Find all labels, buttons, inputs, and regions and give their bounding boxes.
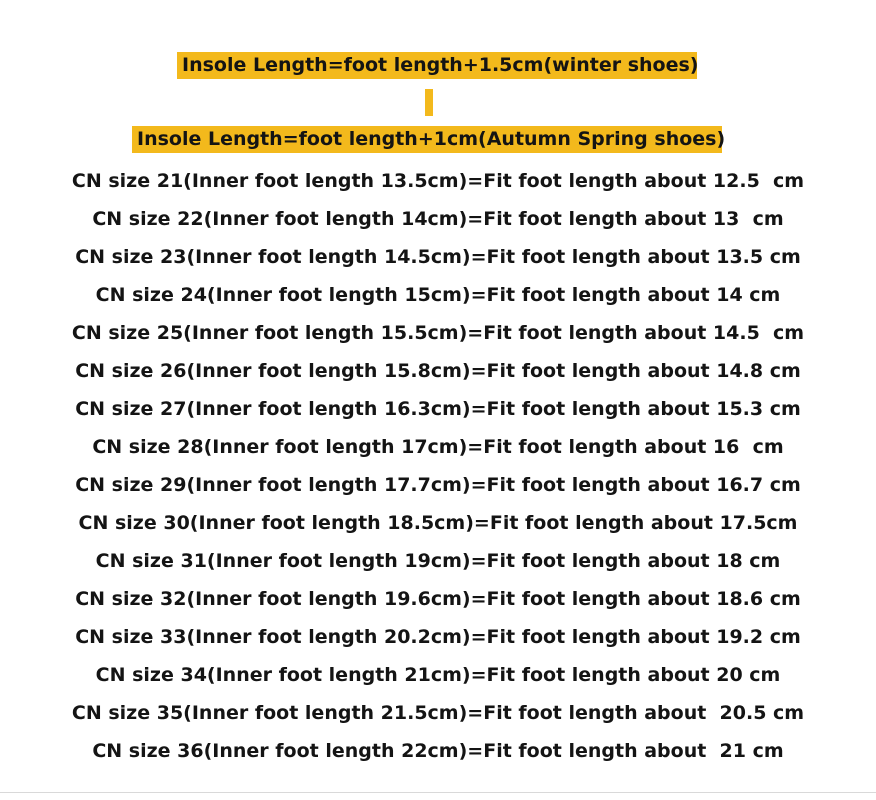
size-row-25: CN size 25(Inner foot length 15.5cm)=Fit foot length about 14.5 cm xyxy=(71,322,805,344)
autumn-spring-insole-rule: Insole Length=foot length+1cm(Autumn Spring shoes) xyxy=(132,126,722,153)
size-row-22: CN size 22(Inner foot length 14cm)=Fit foot length about 13 cm xyxy=(92,208,784,230)
size-row-32: CN size 32(Inner foot length 19.6cm)=Fit foot length about 18.6 cm xyxy=(75,588,801,610)
size-row-26: CN size 26(Inner foot length 15.8cm)=Fit foot length about 14.8 cm xyxy=(75,360,801,382)
size-row-31: CN size 31(Inner foot length 19cm)=Fit foot length about 18 cm xyxy=(95,550,781,572)
winter-insole-rule: Insole Length=foot length+1.5cm(winter shoes) xyxy=(177,52,697,79)
size-row-33: CN size 33(Inner foot length 20.2cm)=Fit foot length about 19.2 cm xyxy=(75,626,801,648)
size-row-28: CN size 28(Inner foot length 17cm)=Fit foot length about 16 cm xyxy=(92,436,784,458)
size-row-29: CN size 29(Inner foot length 17.7cm)=Fit foot length about 16.7 cm xyxy=(75,474,801,496)
size-conversion-list xyxy=(0,163,876,771)
size-row-24: CN size 24(Inner foot length 15cm)=Fit foot length about 14 cm xyxy=(95,284,781,306)
highlight-connector-bar xyxy=(425,89,433,116)
size-row-36: CN size 36(Inner foot length 22cm)=Fit foot length about 21 cm xyxy=(92,740,784,762)
size-row-35: CN size 35(Inner foot length 21.5cm)=Fit foot length about 20.5 cm xyxy=(71,702,805,724)
size-row-27: CN size 27(Inner foot length 16.3cm)=Fit foot length about 15.3 cm xyxy=(75,398,801,420)
size-row-34: CN size 34(Inner foot length 21cm)=Fit foot length about 20 cm xyxy=(95,664,781,686)
size-row-23: CN size 23(Inner foot length 14.5cm)=Fit foot length about 13.5 cm xyxy=(75,246,801,268)
size-row-21: CN size 21(Inner foot length 13.5cm)=Fit foot length about 12.5 cm xyxy=(71,170,805,192)
size-row-30: CN size 30(Inner foot length 18.5cm)=Fit foot length about 17.5cm xyxy=(78,512,798,534)
bottom-divider xyxy=(0,792,876,793)
